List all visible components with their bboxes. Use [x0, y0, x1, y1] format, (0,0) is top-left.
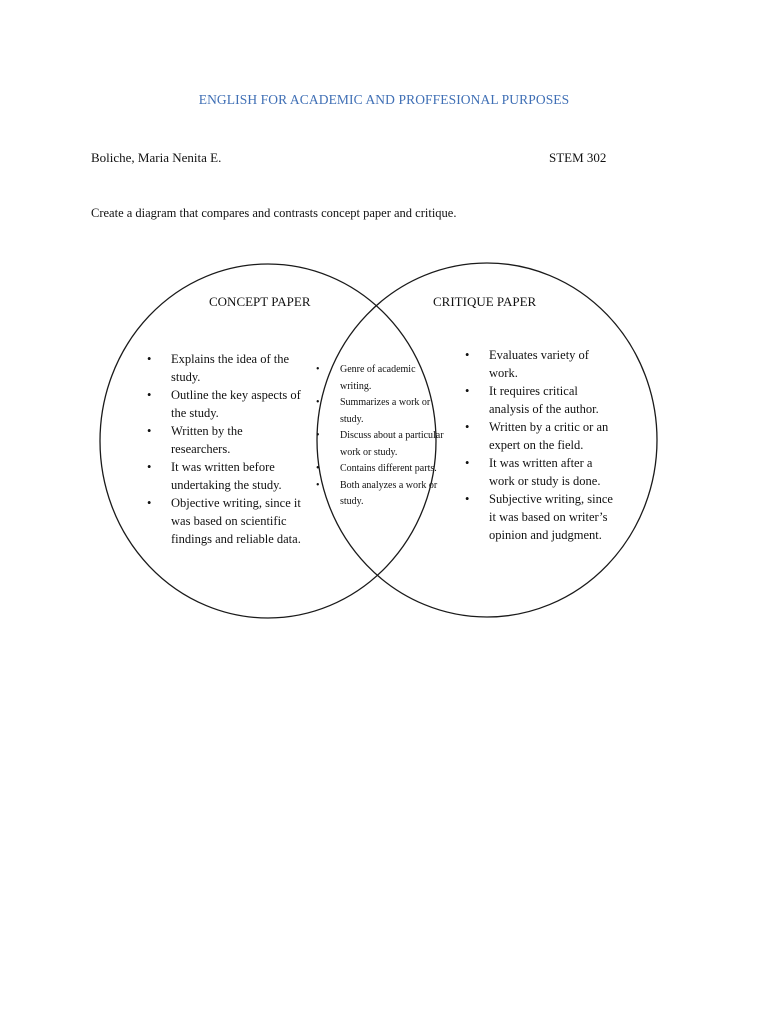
list-item: • It requires critical analysis of the author. [465, 382, 615, 418]
concept-paper-list [147, 350, 305, 548]
critique-paper-heading: CRITIQUE PAPER [433, 294, 537, 309]
list-item: • Genre of academic writing. [316, 362, 444, 395]
list-item: • Both analyzes a work or study. [316, 478, 444, 511]
document-title: ENGLISH FOR ACADEMIC AND PROFFESIONAL PURPOSES [198, 92, 570, 107]
similarities-list [316, 362, 444, 511]
list-item: • Evaluates variety of work. [465, 346, 615, 382]
list-item: • Summarizes a work or study. [316, 395, 444, 428]
list-item: • Explains the idea of the study. [147, 350, 305, 386]
list-item: • Outline the key aspects of the study. [147, 386, 305, 422]
student-name: Boliche, Maria Nenita E. [91, 150, 222, 165]
section-label: STEM 302 [549, 150, 607, 165]
list-item: • Discuss about a particular work or study. [316, 428, 444, 461]
concept-paper-heading: CONCEPT PAPER [209, 294, 311, 309]
list-item: • Written by the researchers. [147, 422, 305, 458]
list-item: • It was written after a work or study is done. [465, 454, 615, 490]
instruction-text: Create a diagram that compares and contrasts concept paper and critique. [91, 206, 457, 220]
list-item: • Written by a critic or an expert on the field. [465, 418, 615, 454]
list-item: • Contains different parts. [316, 461, 444, 478]
list-item: • Subjective writing, since it was based on writer’s opinion and judgment. [465, 490, 615, 544]
list-item: • Objective writing, since it was based on scientific findings and reliable data. [147, 494, 305, 548]
critique-paper-list [465, 346, 615, 544]
list-item: • It was written before undertaking the study. [147, 458, 305, 494]
